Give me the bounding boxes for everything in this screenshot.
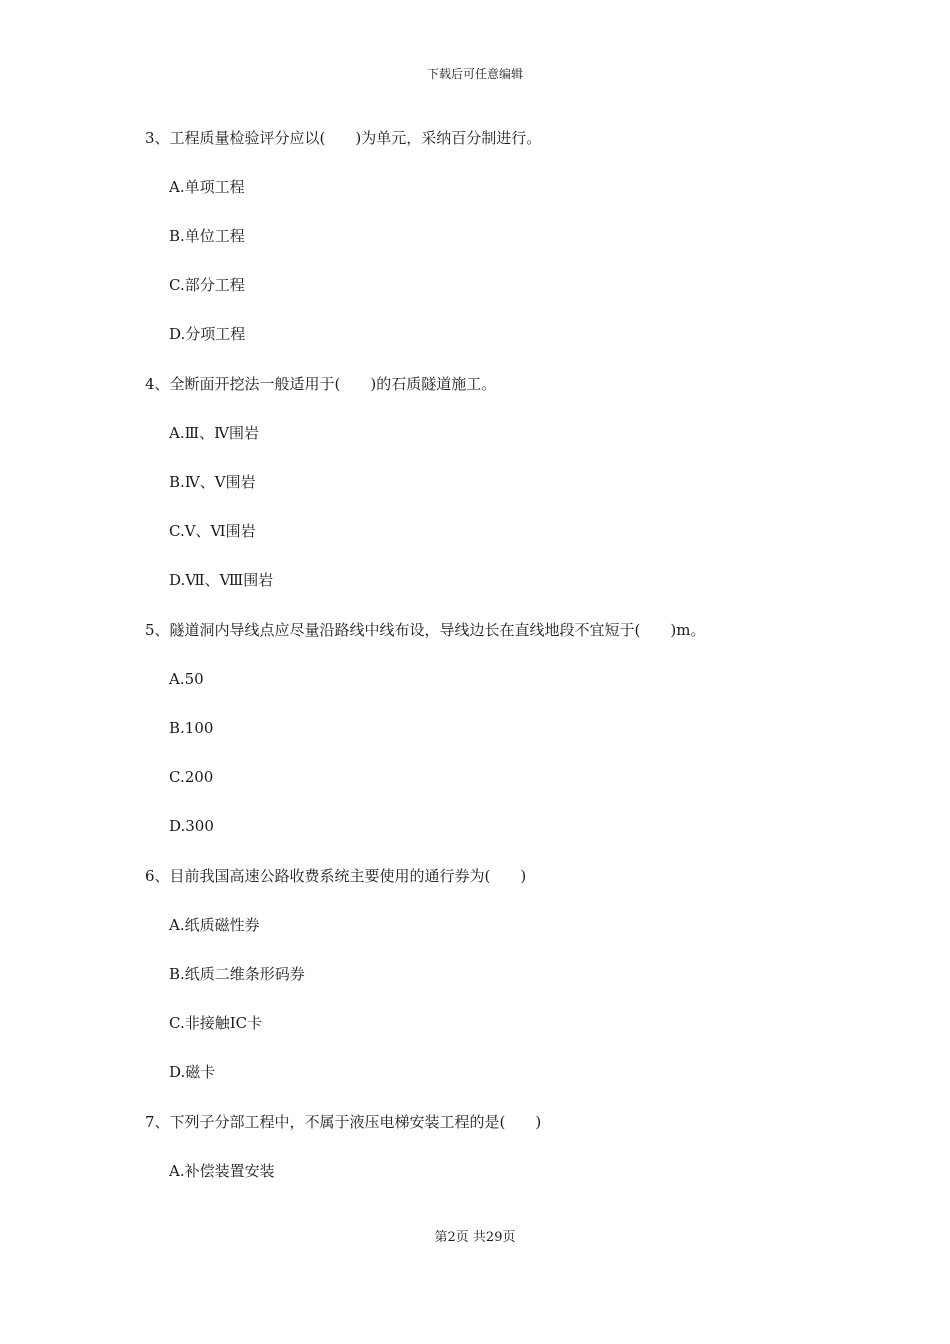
question-5-option-d: D.300 [169, 817, 214, 835]
question-3-option-c: C.部分工程 [169, 276, 245, 294]
question-7-stem: 7、下列子分部工程中，不属于液压电梯安装工程的是( ) [145, 1113, 542, 1131]
question-7-option-a: A.补偿装置安装 [169, 1162, 275, 1180]
question-6-option-a: A.纸质磁性券 [169, 916, 260, 934]
question-3-option-b: B.单位工程 [169, 227, 245, 245]
page-footer: 第2页 共29页 [434, 1230, 516, 1245]
question-5-option-c: C.200 [169, 768, 214, 786]
question-4-option-d: D.Ⅶ、Ⅷ围岩 [169, 571, 274, 589]
question-3-option-a: A.单项工程 [169, 178, 245, 196]
question-6-option-d: D.磁卡 [169, 1063, 216, 1081]
question-6-option-c: C.非接触IC卡 [169, 1014, 263, 1032]
question-5-option-b: B.100 [169, 719, 214, 737]
question-6-option-b: B.纸质二维条形码券 [169, 965, 305, 983]
page-header: 下载后可任意编辑 [426, 67, 523, 81]
question-5-option-a: A.50 [169, 670, 204, 688]
question-6-stem: 6、目前我国高速公路收费系统主要使用的通行券为( ) [145, 867, 527, 885]
question-4-option-a: A.Ⅲ、Ⅳ围岩 [169, 424, 260, 442]
question-5-stem: 5、隧道洞内导线点应尽量沿路线中线布设，导线边长在直线地段不宜短于( )m。 [145, 621, 706, 639]
question-4-stem: 4、全断面开挖法一般适用于( )的石质隧道施工。 [145, 375, 497, 393]
question-3-option-d: D.分项工程 [169, 325, 246, 343]
question-4-option-c: C.Ⅴ、Ⅵ围岩 [169, 522, 256, 540]
question-3-stem: 3、工程质量检验评分应以( )为单元，采纳百分制进行。 [145, 129, 542, 147]
question-4-option-b: B.Ⅳ、Ⅴ围岩 [169, 473, 256, 491]
